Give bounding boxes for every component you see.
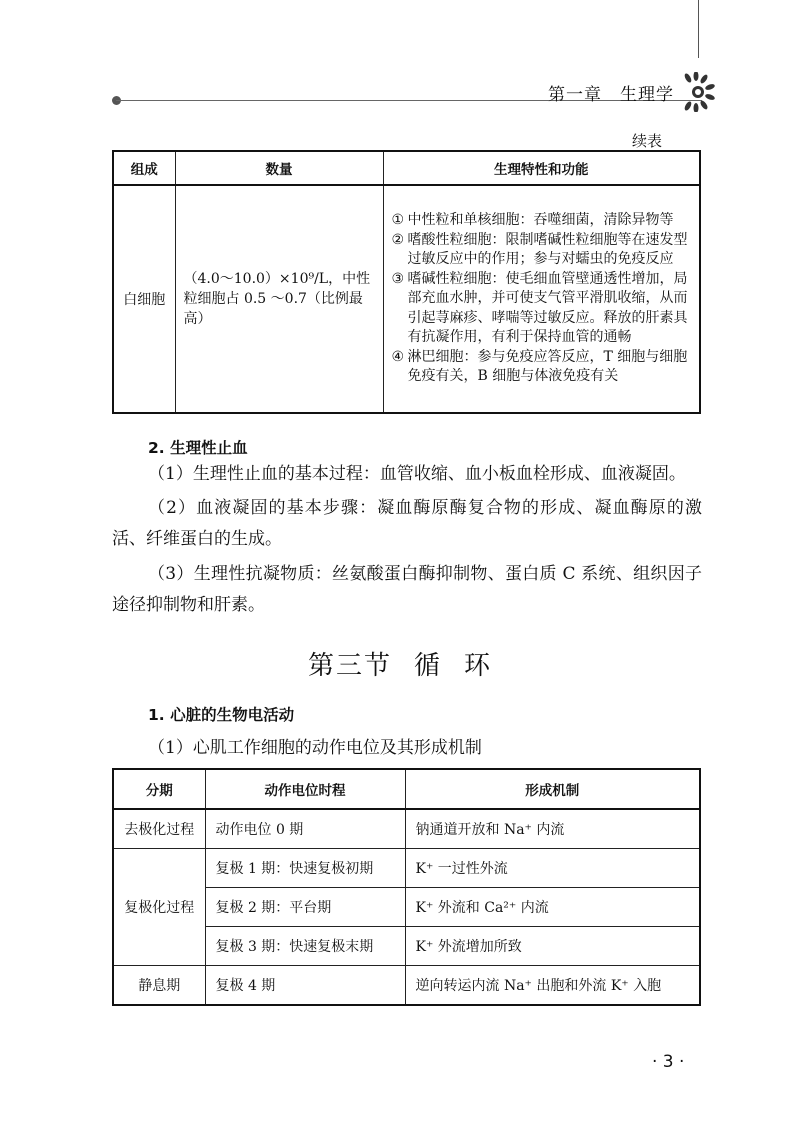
column-header: 分期 — [113, 769, 205, 809]
phase-cell: 复极 4 期 — [205, 966, 405, 1006]
stage-cell: 复极化过程 — [113, 849, 205, 966]
section-heading: 2. 生理性止血 — [148, 439, 248, 457]
continued-label: 续表 — [632, 132, 663, 150]
section-title: 第三节 循 环 — [307, 651, 493, 681]
function-cell — [383, 185, 700, 413]
phase-cell: 复极 2 期：平台期 — [205, 888, 405, 927]
page-number: · 3 · — [652, 1052, 685, 1072]
mechanism-cell: K⁺ 外流增加所致 — [405, 927, 700, 966]
column-header: 数量 — [175, 151, 383, 185]
mechanism-cell: 逆向转运内流 Na⁺ 出胞和外流 K⁺ 入胞 — [405, 966, 700, 1006]
table-row — [113, 966, 700, 1006]
function-item: ② 嗜酸性粒细胞：限制嗜碱性粒细胞等在速发型过敏反应中的作用；参与对蠕虫的免疫反应 — [391, 231, 688, 268]
phase-cell: 动作电位 0 期 — [205, 809, 405, 849]
phase-cell: 复极 3 期：快速复极末期 — [205, 927, 405, 966]
function-item: ① 中性粒和单核细胞：吞噬细菌，清除异物等 — [391, 212, 674, 229]
table-header-row — [113, 769, 700, 809]
mechanism-cell: K⁺ 外流和 Ca²⁺ 内流 — [405, 888, 700, 927]
column-header: 组成 — [113, 151, 175, 185]
function-item: ③ 嗜碱性粒细胞：使毛细血管壁通透性增加，局部充血水肿，并可使支气管平滑肌收缩，从而引起荨麻疹、哮喘等过敏反应。释放的肝素具有抗凝作用，有利于保持血管的通畅 — [391, 270, 688, 346]
component-cell: 白细胞 — [113, 185, 175, 413]
subsection-subheading: （1）心肌工作细胞的动作电位及其形成机制 — [148, 738, 482, 758]
table-row — [113, 185, 700, 413]
chapter-title: 第一章 生理学 — [548, 85, 674, 105]
function-item: ④ 淋巴细胞：参与免疫应答反应，T 细胞与细胞免疫有关，B 细胞与体液免疫有关 — [391, 348, 688, 385]
quantity-text: （4.0～10.0）×10⁹/L，中性粒细胞占 0.5 ～0.7（比例最高） — [183, 271, 371, 327]
phase-cell: 复极 1 期：快速复极初期 — [205, 849, 405, 888]
paragraph: （2）血液凝固的基本步骤：凝血酶原酶复合物的形成、凝血酶原的激活、纤维蛋白的生成。 — [112, 498, 702, 549]
column-header: 形成机制 — [405, 769, 700, 809]
mechanism-cell: 钠通道开放和 Na⁺ 内流 — [405, 809, 700, 849]
margin-line — [698, 0, 699, 58]
table-header-row — [113, 151, 700, 185]
table-row — [113, 849, 700, 888]
stage-cell: 静息期 — [113, 966, 205, 1006]
paragraph: （1）生理性止血的基本过程：血管收缩、血小板血栓形成、血液凝固。 — [148, 464, 686, 484]
table-row — [113, 809, 700, 849]
action-potential-table — [112, 768, 701, 1006]
subsection-heading: 1. 心脏的生物电活动 — [148, 706, 295, 724]
stage-cell: 去极化过程 — [113, 809, 205, 849]
paragraph: （3）生理性抗凝物质：丝氨酸蛋白酶抑制物、蛋白质 C 系统、组织因子途径抑制物和肝素。 — [112, 564, 702, 615]
flower-ornament-icon — [674, 72, 724, 112]
column-header: 生理特性和功能 — [383, 151, 700, 185]
column-header: 动作电位时程 — [205, 769, 405, 809]
blood-cell-table — [112, 150, 701, 414]
quantity-cell — [175, 185, 383, 413]
mechanism-cell: K⁺ 一过性外流 — [405, 849, 700, 888]
